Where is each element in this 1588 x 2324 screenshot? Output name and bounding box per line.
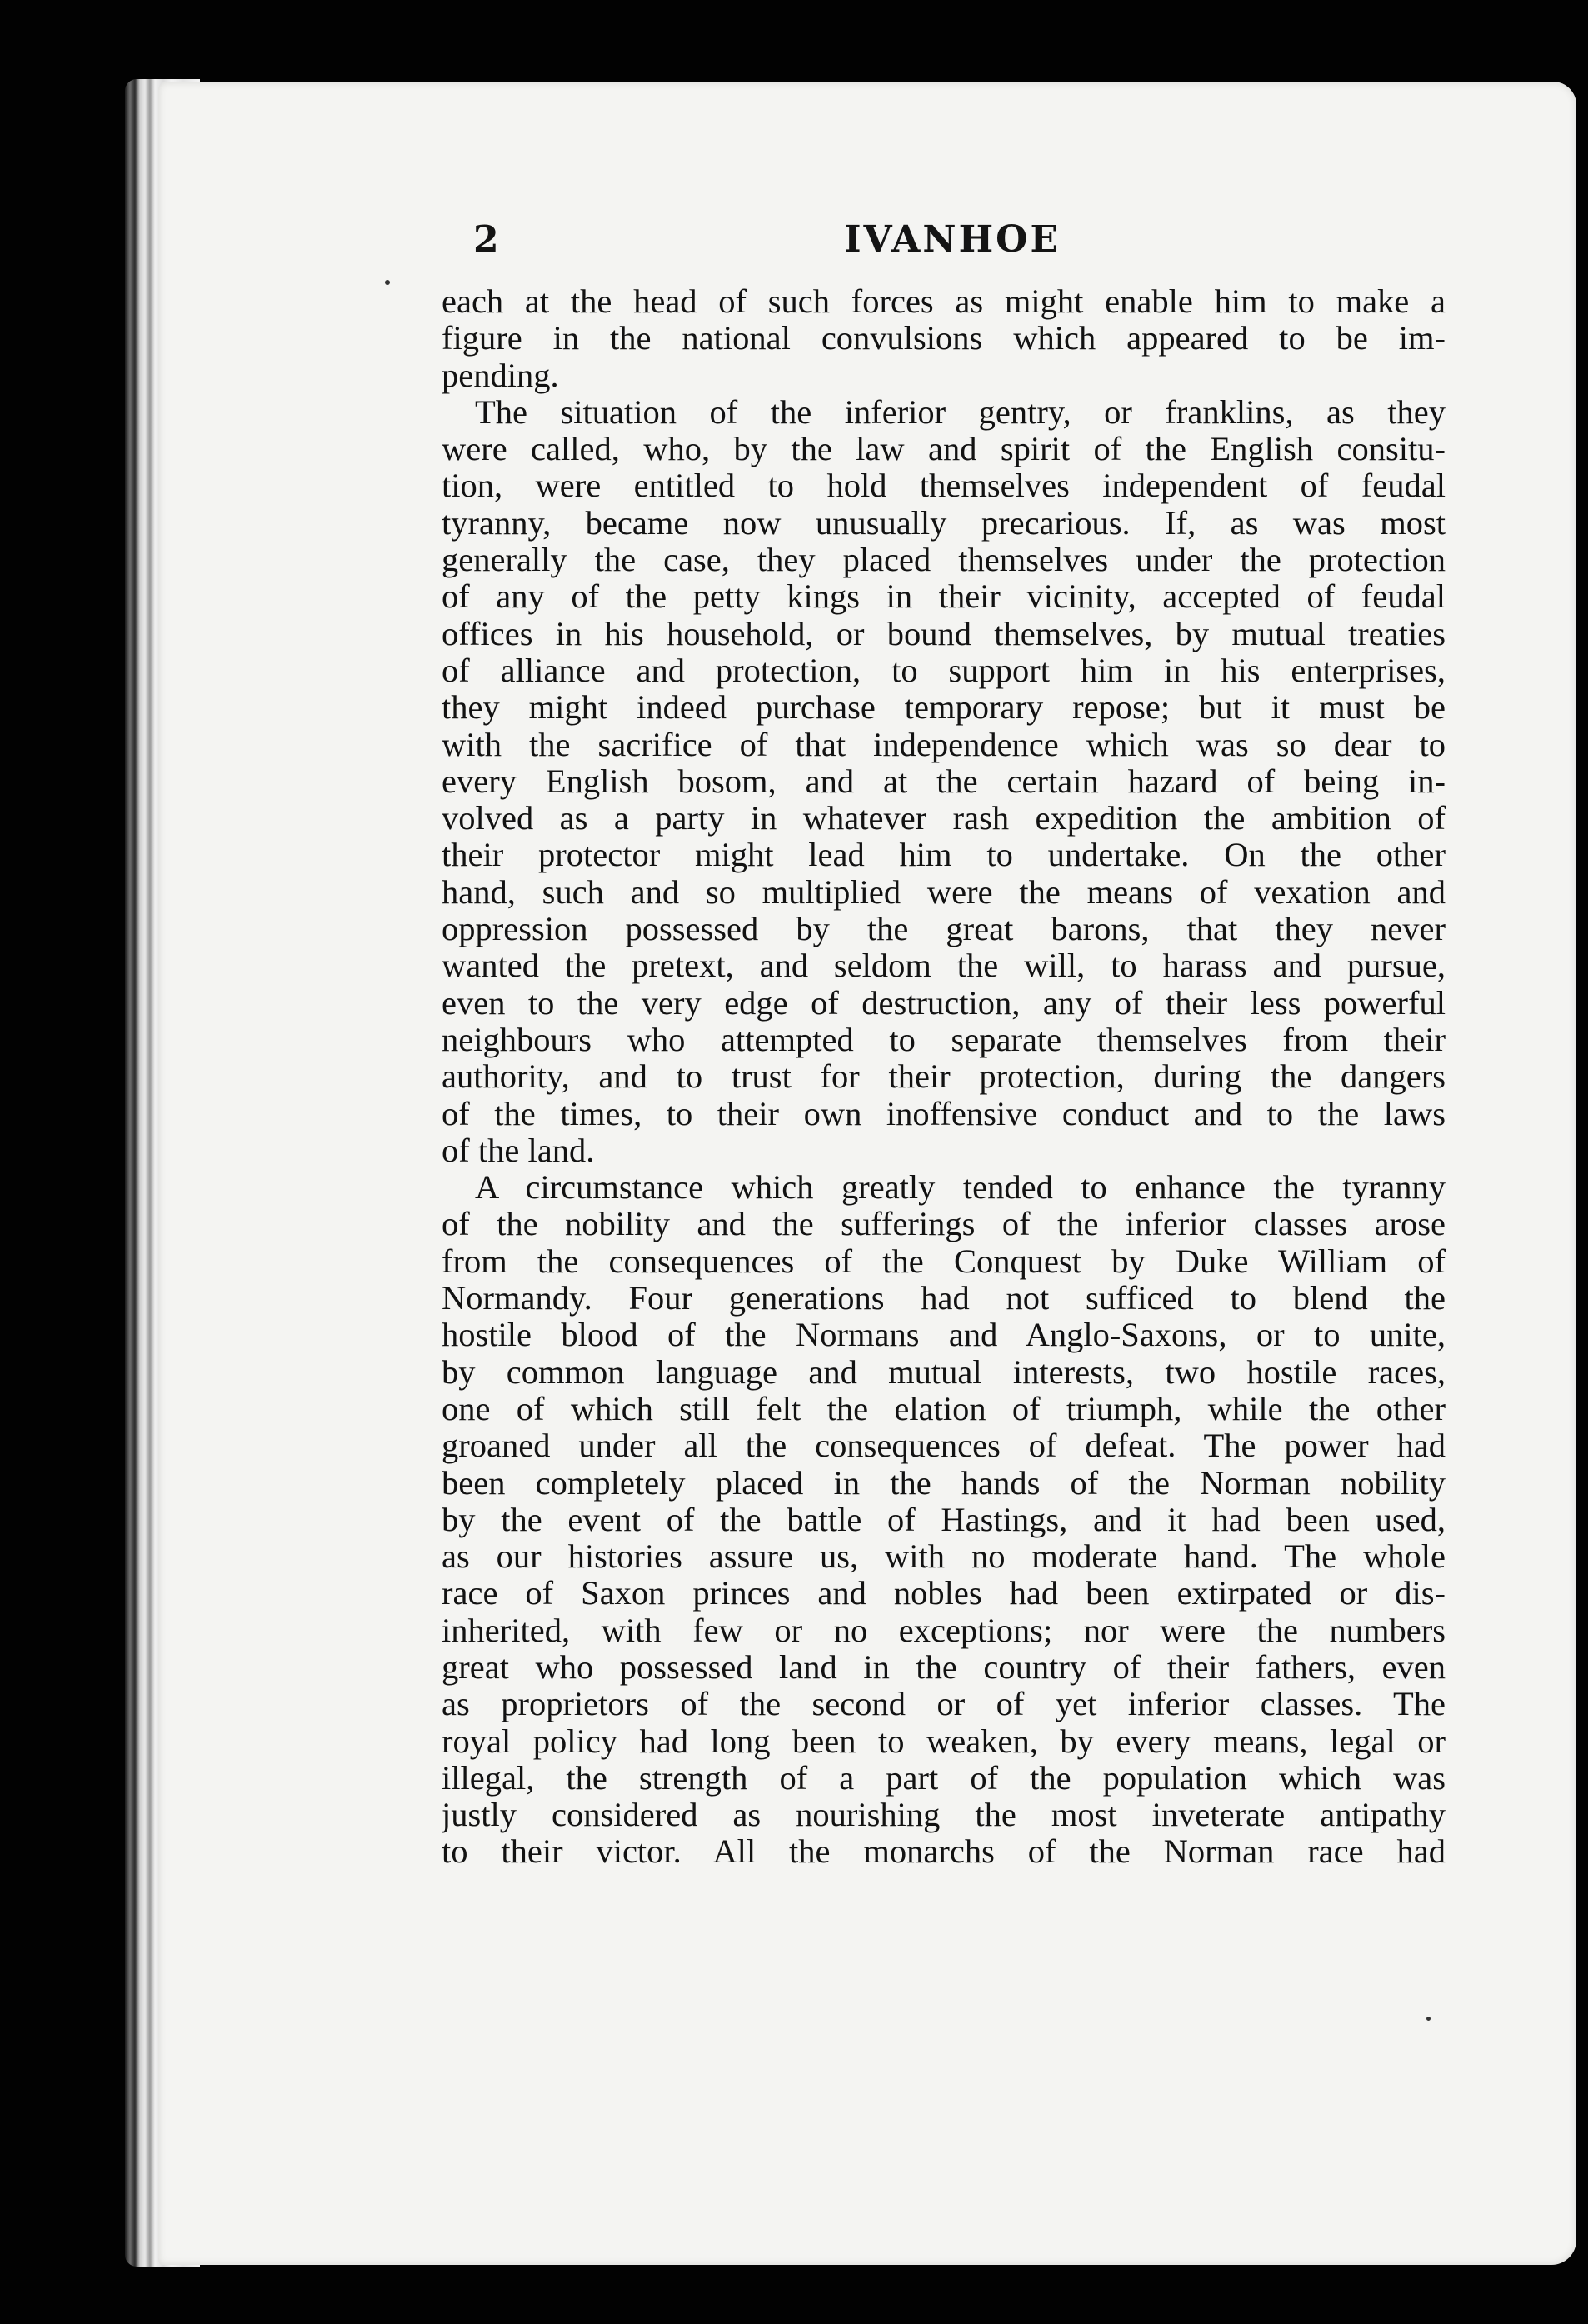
text-line: of any of the petty kings in their vicinity, accepted of feudal [442, 578, 1446, 616]
text-line: volved as a party in whatever rash expedition the ambition of [442, 800, 1446, 837]
body-text [442, 283, 1446, 1871]
scan-speck [1426, 2017, 1431, 2021]
text-line: with the sacrifice of that independence which was so dear to [442, 726, 1446, 763]
text-line: justly considered as nourishing the most inveterate antipathy [442, 1797, 1446, 1834]
text-line: inherited, with few or no exceptions; nor were the numbers [442, 1612, 1446, 1649]
text-line: by the event of the battle of Hastings, and it had been used, [442, 1501, 1446, 1538]
text-line: their protector might lead him to undertake. On the other [442, 837, 1446, 874]
text-line: from the consequences of the Conquest by Duke William of [442, 1242, 1446, 1280]
text-line: they might indeed purchase temporary repose; but it must be [442, 689, 1446, 727]
text-line: neighbours who attempted to separate themselves from their [442, 1021, 1446, 1058]
page-number: 2 [473, 218, 499, 261]
text-line: been completely placed in the hands of the Norman nobility [442, 1464, 1446, 1502]
text-line: of the times, to their own inoffensive conduct and to the laws [442, 1095, 1446, 1132]
text-line: royal policy had long been to weaken, by every means, legal or [442, 1722, 1446, 1760]
text-line: every English bosom, and at the certain hazard of being in- [442, 762, 1446, 800]
text-line: oppression possessed by the great barons, that they never [442, 911, 1446, 948]
text-line: authority, and to trust for their protection, during the dangers [442, 1058, 1446, 1096]
page-header [473, 218, 1431, 268]
text-line: Normandy. Four generations had not sufficed to blend the [442, 1280, 1446, 1317]
text-line: pending. [442, 357, 559, 394]
text-line: by common language and mutual interests, two hostile races, [442, 1353, 1446, 1391]
text-line: as our histories assure us, with no moderate hand. The whole [442, 1538, 1446, 1576]
scan-speck [385, 280, 390, 285]
text-line: to their victor. All the monarchs of the Norman race had [442, 1833, 1446, 1871]
text-line: one of which still felt the elation of triumph, while the other [442, 1390, 1446, 1427]
text-line: wanted the pretext, and seldom the will, to harass and pursue, [442, 947, 1446, 985]
text-line: of alliance and protection, to support him in his enterprises, [442, 652, 1446, 689]
text-line: offices in his household, or bound themselves, by mutual treaties [442, 615, 1446, 652]
text-line: The situation of the inferior gentry, or franklins, as they [475, 393, 1446, 431]
text-line: illegal, the strength of a part of the population which was [442, 1759, 1446, 1797]
text-line: each at the head of such forces as might enable him to make a [442, 283, 1446, 320]
text-line: hand, such and so multiplied were the means of vexation and [442, 873, 1446, 911]
text-line: even to the very edge of destruction, any of their less powerful [442, 984, 1446, 1022]
text-line: A circumstance which greatly tended to enhance the tyranny [475, 1169, 1446, 1207]
text-line: tyranny, became now unusually precarious. If, as was most [442, 504, 1446, 542]
text-line: race of Saxon princes and nobles had been extirpated or dis- [442, 1575, 1446, 1612]
text-line: of the nobility and the sufferings of the inferior classes arose [442, 1206, 1446, 1243]
text-line: of the land. [442, 1132, 595, 1169]
running-title: IVANHOE [843, 218, 1061, 261]
text-line: hostile blood of the Normans and Anglo-Saxons, or to unite, [442, 1317, 1446, 1354]
text-line: tion, were entitled to hold themselves independent of feudal [442, 467, 1446, 505]
text-line: generally the case, they placed themselves under the protection [442, 542, 1446, 579]
text-line: groaned under all the consequences of defeat. The power had [442, 1427, 1446, 1465]
text-line: were called, who, by the law and spirit of the English consitu- [442, 431, 1446, 468]
text-line: figure in the national convulsions which appeared to be im- [442, 320, 1446, 357]
text-line: great who possessed land in the country of their fathers, even [442, 1648, 1446, 1686]
text-line: as proprietors of the second or of yet inferior classes. The [442, 1686, 1446, 1723]
